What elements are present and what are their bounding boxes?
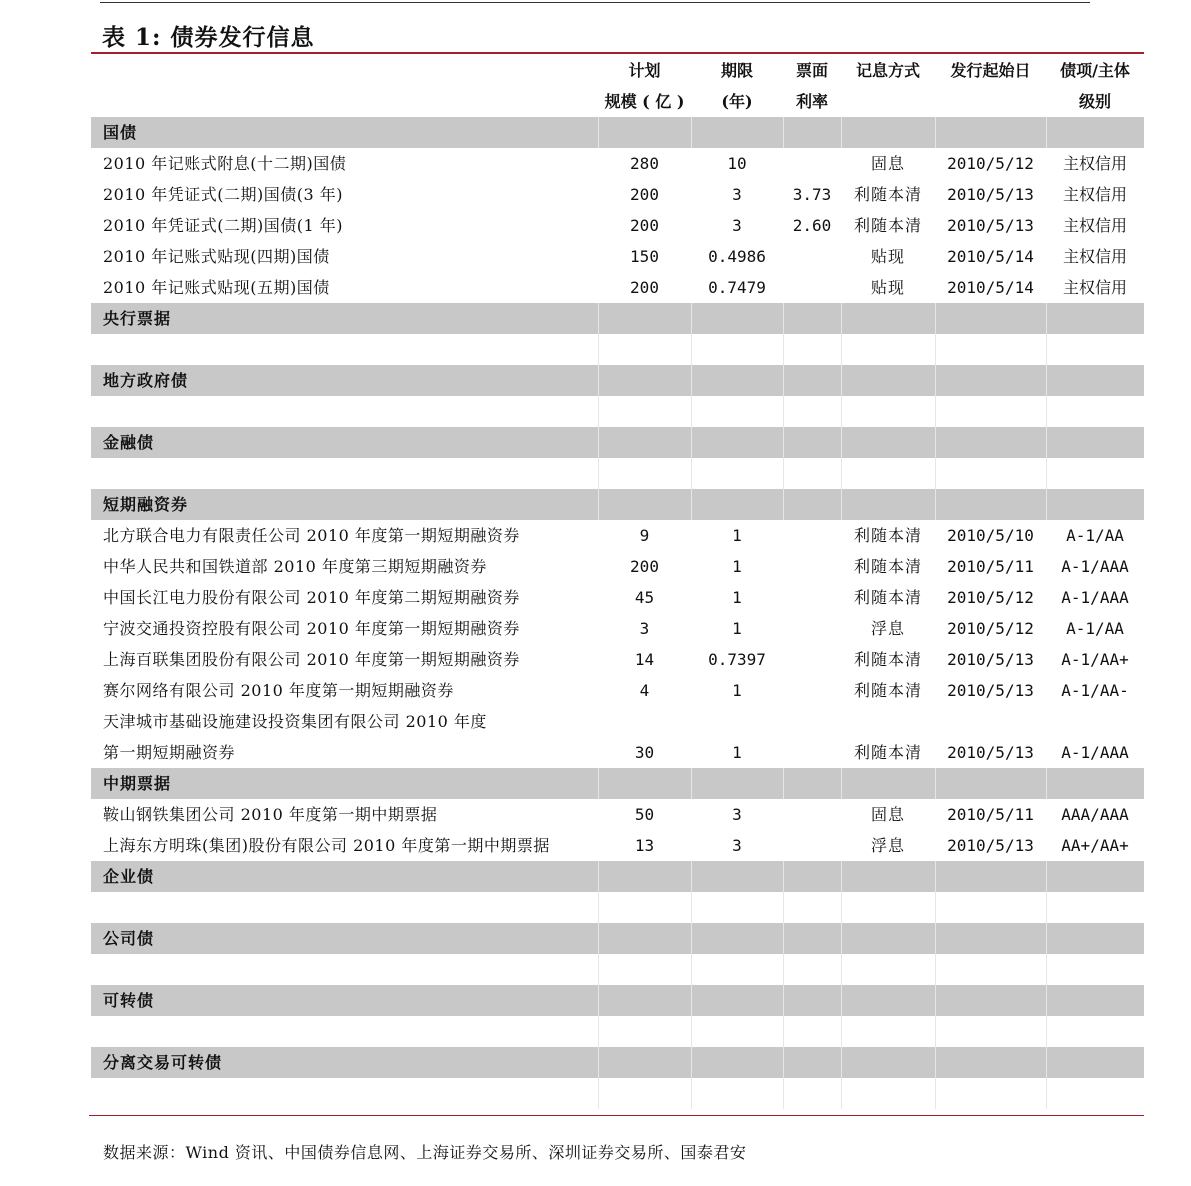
- category-cell: [598, 923, 691, 954]
- issue-date-cell: 2010/5/13: [947, 185, 1034, 204]
- scale-cell: 200: [630, 216, 659, 235]
- issue-date-cell: 2010/5/14: [947, 247, 1034, 266]
- category-cell: [935, 861, 1046, 892]
- term-cell: 3: [732, 185, 742, 204]
- table-header: [91, 55, 1144, 117]
- category-row: [91, 365, 1144, 396]
- category-cell: [935, 489, 1046, 520]
- interest-method-cell: 利随本清: [853, 216, 922, 235]
- empty-cell: [935, 1078, 1046, 1109]
- category-cell: [783, 985, 841, 1016]
- empty-cell: [783, 458, 841, 489]
- empty-cell: [1046, 1016, 1144, 1047]
- source-note: 数据来源：Wind 资讯、中国债券信息网、上海证券交易所、深圳证券交易所、国泰君安: [103, 1143, 747, 1162]
- header-name: [91, 55, 598, 86]
- table-row: [91, 179, 1144, 210]
- empty-cell: [783, 334, 841, 365]
- empty-cell: [91, 1078, 598, 1109]
- category-cell: [691, 861, 783, 892]
- term-cell: [691, 706, 783, 737]
- empty-row: [91, 334, 1144, 365]
- category-row: [91, 923, 1144, 954]
- empty-cell: [691, 892, 783, 923]
- empty-cell: [598, 892, 691, 923]
- category-cell: [598, 303, 691, 334]
- issue-date-cell: 2010/5/13: [947, 216, 1034, 235]
- table-row: [91, 148, 1144, 179]
- interest-method-cell: 利随本清: [853, 743, 922, 762]
- term-cell: 1: [732, 557, 742, 576]
- interest-method-cell: 浮息: [870, 836, 905, 855]
- header-coupon: 票面: [795, 61, 828, 80]
- category-cell: [1046, 489, 1144, 520]
- scale-cell: 4: [639, 681, 650, 700]
- empty-cell: [91, 396, 598, 427]
- empty-cell: [783, 396, 841, 427]
- scale-cell: 13: [634, 836, 655, 855]
- category-label: 国债: [91, 117, 598, 148]
- top-rule: [100, 2, 1090, 3]
- scale-cell: 200: [630, 185, 659, 204]
- category-row: [91, 489, 1144, 520]
- header-row-2: [91, 86, 1144, 117]
- category-cell: [783, 1047, 841, 1078]
- rating-cell: A-1/AAA: [1061, 557, 1129, 576]
- title-rule: [91, 52, 1144, 54]
- rating-cell: A-1/AAA: [1061, 743, 1129, 762]
- table-row: [91, 582, 1144, 613]
- empty-row: [91, 458, 1144, 489]
- category-cell: [841, 1047, 935, 1078]
- coupon-cell: [783, 272, 841, 303]
- category-cell: [691, 427, 783, 458]
- category-cell: [691, 117, 783, 148]
- table-row: [91, 551, 1144, 582]
- scale-cell: 50: [634, 805, 655, 824]
- category-cell: [1046, 117, 1144, 148]
- empty-cell: [91, 954, 598, 985]
- empty-cell: [91, 334, 598, 365]
- category-cell: [935, 117, 1046, 148]
- bond-name-cell: 第一期短期融资券: [103, 743, 236, 762]
- term-cell: 1: [732, 526, 742, 545]
- scale-cell: 200: [630, 278, 659, 297]
- header-term: 期限: [720, 61, 753, 80]
- bond-issuance-table: [91, 55, 1144, 1109]
- interest-method-cell: 浮息: [870, 619, 905, 638]
- bond-name-cell: 上海东方明珠(集团)股份有限公司 2010 年度第一期中期票据: [103, 836, 550, 855]
- scale-cell: 45: [634, 588, 655, 607]
- category-cell: [783, 303, 841, 334]
- issue-date-cell: 2010/5/10: [947, 526, 1034, 545]
- coupon-cell: 2.60: [792, 216, 832, 235]
- empty-cell: [841, 396, 935, 427]
- category-cell: [935, 923, 1046, 954]
- issue-date-cell: 2010/5/12: [947, 619, 1034, 638]
- header-term-unit: (年): [721, 92, 753, 111]
- interest-method-cell: 利随本清: [853, 526, 922, 545]
- coupon-cell: [783, 241, 841, 272]
- term-cell: 3: [732, 836, 742, 855]
- bond-name-cell: 2010 年凭证式(二期)国债(3 年): [103, 185, 344, 204]
- category-row: [91, 427, 1144, 458]
- empty-cell: [598, 1078, 691, 1109]
- empty-cell: [598, 458, 691, 489]
- category-label: 央行票据: [91, 303, 598, 334]
- category-label: 短期融资券: [91, 489, 598, 520]
- interest-method-cell: [841, 706, 935, 737]
- category-cell: [598, 985, 691, 1016]
- empty-row: [91, 396, 1144, 427]
- table-row: [91, 272, 1144, 303]
- category-cell: [598, 768, 691, 799]
- bond-name-cell: 北方联合电力有限责任公司 2010 年度第一期短期融资券: [103, 526, 520, 545]
- empty-row: [91, 1016, 1144, 1047]
- empty-cell: [841, 334, 935, 365]
- category-row: [91, 768, 1144, 799]
- category-label: 金融债: [91, 427, 598, 458]
- empty-cell: [1046, 334, 1144, 365]
- category-row: [91, 861, 1144, 892]
- category-cell: [783, 427, 841, 458]
- coupon-cell: [783, 737, 841, 768]
- rating-cell: 主权信用: [1062, 247, 1127, 266]
- category-label: 分离交易可转债: [91, 1047, 598, 1078]
- empty-cell: [1046, 396, 1144, 427]
- issue-date-cell: 2010/5/11: [947, 805, 1034, 824]
- empty-cell: [691, 954, 783, 985]
- empty-cell: [841, 1078, 935, 1109]
- rating-cell: AA+/AA+: [1061, 836, 1129, 855]
- table-row: [91, 241, 1144, 272]
- category-cell: [783, 489, 841, 520]
- scale-cell: 30: [634, 743, 655, 762]
- category-cell: [783, 365, 841, 396]
- category-cell: [783, 861, 841, 892]
- issue-date-cell: 2010/5/13: [947, 743, 1034, 762]
- header-interest-method: 记息方式: [855, 61, 920, 80]
- term-cell: 1: [732, 619, 742, 638]
- header-scale: 计划: [628, 61, 661, 80]
- category-cell: [598, 489, 691, 520]
- term-cell: 0.7397: [708, 650, 766, 669]
- bond-name-cell: 中华人民共和国铁道部 2010 年度第三期短期融资券: [103, 557, 487, 576]
- bond-name-cell: 2010 年记账式贴现(四期)国债: [103, 247, 330, 266]
- empty-cell: [598, 334, 691, 365]
- empty-cell: [935, 892, 1046, 923]
- empty-cell: [691, 458, 783, 489]
- table-row: [91, 613, 1144, 644]
- category-cell: [935, 768, 1046, 799]
- term-cell: 0.4986: [708, 247, 766, 266]
- header-rating: 债项/主体: [1060, 61, 1130, 80]
- category-cell: [1046, 923, 1144, 954]
- category-cell: [935, 427, 1046, 458]
- interest-method-cell: 固息: [870, 805, 905, 824]
- scale-cell: 200: [630, 557, 659, 576]
- category-cell: [1046, 1047, 1144, 1078]
- category-cell: [841, 303, 935, 334]
- coupon-cell: [783, 706, 841, 737]
- category-cell: [783, 117, 841, 148]
- category-cell: [598, 1047, 691, 1078]
- empty-cell: [691, 396, 783, 427]
- empty-cell: [783, 892, 841, 923]
- category-row: [91, 117, 1144, 148]
- category-cell: [935, 303, 1046, 334]
- header-coupon-2: 利率: [795, 92, 828, 111]
- issue-date-cell: [935, 706, 1046, 737]
- bond-name-cell: 赛尔网络有限公司 2010 年度第一期短期融资券: [103, 681, 454, 700]
- category-row: [91, 1047, 1144, 1078]
- scale-cell: 14: [634, 650, 655, 669]
- empty-cell: [598, 1016, 691, 1047]
- empty-row: [91, 892, 1144, 923]
- scale-cell: 150: [630, 247, 659, 266]
- category-cell: [841, 489, 935, 520]
- category-label: 可转债: [91, 985, 598, 1016]
- category-cell: [598, 861, 691, 892]
- rating-cell: 主权信用: [1062, 278, 1127, 297]
- category-cell: [935, 365, 1046, 396]
- header-issue-date: 发行起始日: [950, 61, 1031, 80]
- table-title: 表 1: 债券发行信息: [102, 24, 315, 51]
- empty-row: [91, 954, 1144, 985]
- term-cell: 0.7479: [708, 278, 766, 297]
- coupon-cell: [783, 148, 841, 179]
- empty-cell: [691, 1078, 783, 1109]
- rating-cell: A-1/AA+: [1061, 650, 1129, 669]
- header-interest-method-2: [841, 86, 935, 117]
- bond-name-cell: 2010 年凭证式(二期)国债(1 年): [103, 216, 344, 235]
- category-cell: [783, 923, 841, 954]
- rating-cell: A-1/AAA: [1061, 588, 1129, 607]
- term-cell: 10: [727, 154, 747, 173]
- issue-date-cell: 2010/5/13: [947, 836, 1034, 855]
- issue-date-cell: 2010/5/13: [947, 650, 1034, 669]
- term-cell: 1: [732, 588, 742, 607]
- category-cell: [1046, 365, 1144, 396]
- category-row: [91, 985, 1144, 1016]
- issue-date-cell: 2010/5/11: [947, 557, 1034, 576]
- empty-cell: [935, 954, 1046, 985]
- table-row: [91, 737, 1144, 768]
- term-cell: 3: [732, 805, 742, 824]
- empty-cell: [1046, 458, 1144, 489]
- rating-cell: [1046, 706, 1144, 737]
- table-body: [91, 117, 1144, 1109]
- issue-date-cell: 2010/5/13: [947, 681, 1034, 700]
- scale-cell: 9: [639, 526, 650, 545]
- empty-cell: [691, 334, 783, 365]
- interest-method-cell: 利随本清: [853, 650, 922, 669]
- empty-cell: [91, 458, 598, 489]
- category-cell: [1046, 427, 1144, 458]
- empty-cell: [935, 396, 1046, 427]
- table-row: [91, 706, 1144, 737]
- category-cell: [598, 427, 691, 458]
- bottom-rule: [89, 1115, 1144, 1116]
- table-row: [91, 675, 1144, 706]
- category-cell: [1046, 985, 1144, 1016]
- interest-method-cell: 贴现: [870, 247, 905, 266]
- empty-cell: [935, 334, 1046, 365]
- category-cell: [691, 768, 783, 799]
- rating-cell: AAA/AAA: [1061, 805, 1129, 824]
- category-cell: [1046, 303, 1144, 334]
- coupon-cell: [783, 675, 841, 706]
- category-cell: [935, 985, 1046, 1016]
- category-cell: [691, 489, 783, 520]
- coupon-cell: [783, 582, 841, 613]
- category-cell: [691, 303, 783, 334]
- header-issue-date-2: [935, 86, 1046, 117]
- empty-cell: [1046, 892, 1144, 923]
- category-cell: [1046, 768, 1144, 799]
- coupon-cell: [783, 830, 841, 861]
- term-cell: 1: [732, 743, 742, 762]
- rating-cell: 主权信用: [1062, 154, 1127, 173]
- category-cell: [841, 985, 935, 1016]
- table-row: [91, 830, 1144, 861]
- scale-cell: 3: [639, 619, 650, 638]
- category-cell: [691, 365, 783, 396]
- category-cell: [691, 985, 783, 1016]
- empty-row: [91, 1078, 1144, 1109]
- table-row: [91, 520, 1144, 551]
- header-scale-unit: 规模 ( 亿 ): [604, 92, 685, 111]
- rating-cell: A-1/AA: [1066, 619, 1124, 638]
- rating-cell: 主权信用: [1062, 185, 1127, 204]
- empty-cell: [841, 892, 935, 923]
- bond-name-cell: 上海百联集团股份有限公司 2010 年度第一期短期融资券: [103, 650, 520, 669]
- category-cell: [598, 365, 691, 396]
- header-name-2: [91, 86, 598, 117]
- empty-cell: [691, 1016, 783, 1047]
- category-cell: [841, 861, 935, 892]
- coupon-cell: [783, 613, 841, 644]
- table-row: [91, 799, 1144, 830]
- table-row: [91, 644, 1144, 675]
- category-cell: [841, 365, 935, 396]
- table-row: [91, 210, 1144, 241]
- category-label: 公司债: [91, 923, 598, 954]
- issue-date-cell: 2010/5/12: [947, 588, 1034, 607]
- empty-cell: [841, 458, 935, 489]
- empty-cell: [935, 1016, 1046, 1047]
- interest-method-cell: 贴现: [870, 278, 905, 297]
- header-rating-2: 级别: [1078, 92, 1111, 111]
- category-cell: [783, 768, 841, 799]
- issue-date-cell: 2010/5/12: [947, 154, 1034, 173]
- rating-cell: A-1/AA: [1066, 526, 1124, 545]
- term-cell: 3: [732, 216, 742, 235]
- empty-cell: [783, 1016, 841, 1047]
- bond-name-cell: 天津城市基础设施建设投资集团有限公司 2010 年度: [103, 712, 487, 731]
- empty-cell: [598, 954, 691, 985]
- empty-cell: [1046, 1078, 1144, 1109]
- rating-cell: 主权信用: [1062, 216, 1127, 235]
- category-row: [91, 303, 1144, 334]
- empty-cell: [783, 1078, 841, 1109]
- category-label: 企业债: [91, 861, 598, 892]
- category-label: 中期票据: [91, 768, 598, 799]
- coupon-cell: [783, 520, 841, 551]
- interest-method-cell: 利随本清: [853, 557, 922, 576]
- empty-cell: [91, 892, 598, 923]
- category-label: 地方政府债: [91, 365, 598, 396]
- empty-cell: [783, 954, 841, 985]
- empty-cell: [841, 954, 935, 985]
- coupon-cell: [783, 551, 841, 582]
- bond-name-cell: 2010 年记账式贴现(五期)国债: [103, 278, 330, 297]
- category-cell: [841, 117, 935, 148]
- coupon-cell: [783, 644, 841, 675]
- category-cell: [841, 923, 935, 954]
- bond-name-cell: 宁波交通投资控股有限公司 2010 年度第一期短期融资券: [103, 619, 520, 638]
- category-cell: [841, 427, 935, 458]
- interest-method-cell: 利随本清: [853, 588, 922, 607]
- category-cell: [598, 117, 691, 148]
- category-cell: [691, 923, 783, 954]
- bond-name-cell: 中国长江电力股份有限公司 2010 年度第二期短期融资券: [103, 588, 520, 607]
- scale-cell: 280: [630, 154, 659, 173]
- coupon-cell: [783, 799, 841, 830]
- category-cell: [935, 1047, 1046, 1078]
- coupon-cell: 3.73: [792, 185, 832, 204]
- term-cell: 1: [732, 681, 742, 700]
- interest-method-cell: 利随本清: [853, 681, 922, 700]
- interest-method-cell: 利随本清: [853, 185, 922, 204]
- empty-cell: [91, 1016, 598, 1047]
- empty-cell: [841, 1016, 935, 1047]
- bond-name-cell: 鞍山钢铁集团公司 2010 年度第一期中期票据: [103, 805, 438, 824]
- header-row-1: [91, 55, 1144, 86]
- empty-cell: [598, 396, 691, 427]
- interest-method-cell: 固息: [870, 154, 905, 173]
- bond-name-cell: 2010 年记账式附息(十二期)国债: [103, 154, 347, 173]
- issue-date-cell: 2010/5/14: [947, 278, 1034, 297]
- category-cell: [1046, 861, 1144, 892]
- scale-cell: [598, 706, 691, 737]
- empty-cell: [1046, 954, 1144, 985]
- empty-cell: [935, 458, 1046, 489]
- rating-cell: A-1/AA-: [1061, 681, 1129, 700]
- category-cell: [691, 1047, 783, 1078]
- category-cell: [841, 768, 935, 799]
